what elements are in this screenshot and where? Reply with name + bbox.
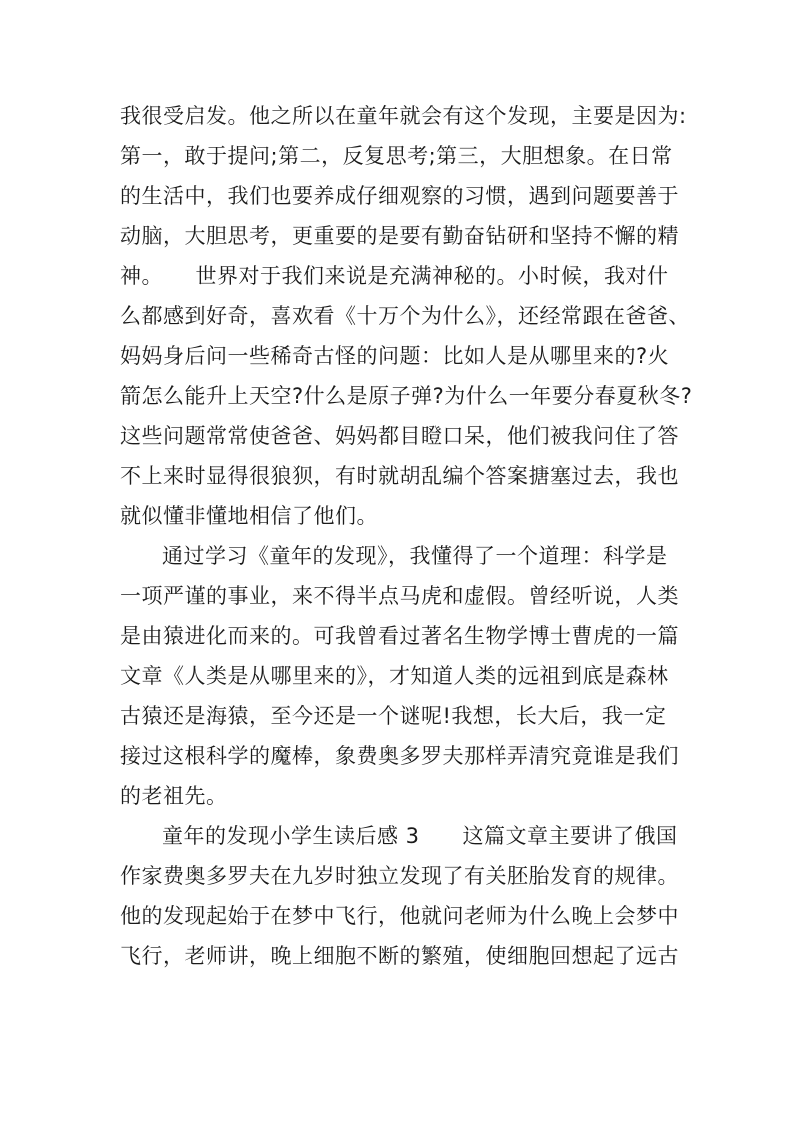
text-line: 他的发现起始于在梦中飞行，他就问老师为什么晚上会梦中 [120, 904, 679, 928]
text-line: 第一，敢于提问;第二，反复思考;第三，大胆想象。在日常 [120, 144, 673, 168]
text-line: 么都感到好奇，喜欢看《十万个为什么》，还经常跟在爸爸、 [120, 304, 690, 328]
section-heading-line: 童年的发现小学生读后感 3 这篇文章主要讲了俄国 [162, 824, 678, 848]
text-line: 箭怎么能升上天空?什么是原子弹?为什么一年要分春夏秋冬? [120, 384, 693, 408]
text-line: 动脑，大胆思考，更重要的是要有勤奋钻研和坚持不懈的精 [120, 224, 679, 248]
paragraph-start-line: 通过学习《童年的发现》，我懂得了一个道理：科学是 [162, 544, 668, 568]
text-line: 的老祖先。 [120, 784, 228, 808]
text-line: 这些问题常常使爸爸、妈妈都目瞪口呆，他们被我问住了答 [120, 424, 679, 448]
document-body [120, 96, 693, 976]
text-line: 妈妈身后问一些稀奇古怪的问题：比如人是从哪里来的?火 [120, 344, 670, 368]
text-line: 神。 世界对于我们来说是充满神秘的。小时候，我对什 [120, 264, 669, 288]
text-line: 古猿还是海猿，至今还是一个谜呢!我想，长大后，我一定 [120, 704, 667, 728]
text-line: 文章《人类是从哪里来的》，才知道人类的远祖到底是森林 [120, 664, 669, 688]
text-line: 的生活中，我们也要养成仔细观察的习惯，遇到问题要善于 [120, 184, 679, 208]
text-line: 不上来时显得很狼狈，有时就胡乱编个答案搪塞过去，我也 [120, 464, 679, 488]
text-line: 一项严谨的事业，来不得半点马虎和虚假。曾经听说，人类 [120, 584, 679, 608]
text-line: 我很受启发。他之所以在童年就会有这个发现，主要是因为: [120, 104, 687, 128]
text-line: 接过这根科学的魔棒，象费奥多罗夫那样弄清究竟谁是我们 [120, 744, 679, 768]
text-line: 飞行，老师讲，晚上细胞不断的繁殖，使细胞回想起了远古 [120, 944, 679, 968]
text-line: 作家费奥多罗夫在九岁时独立发现了有关胚胎发育的规律。 [120, 864, 679, 888]
text-line: 是由猿进化而来的。可我曾看过著名生物学博士曹虎的一篇 [120, 624, 679, 648]
text-line: 就似懂非懂地相信了他们。 [120, 504, 378, 528]
